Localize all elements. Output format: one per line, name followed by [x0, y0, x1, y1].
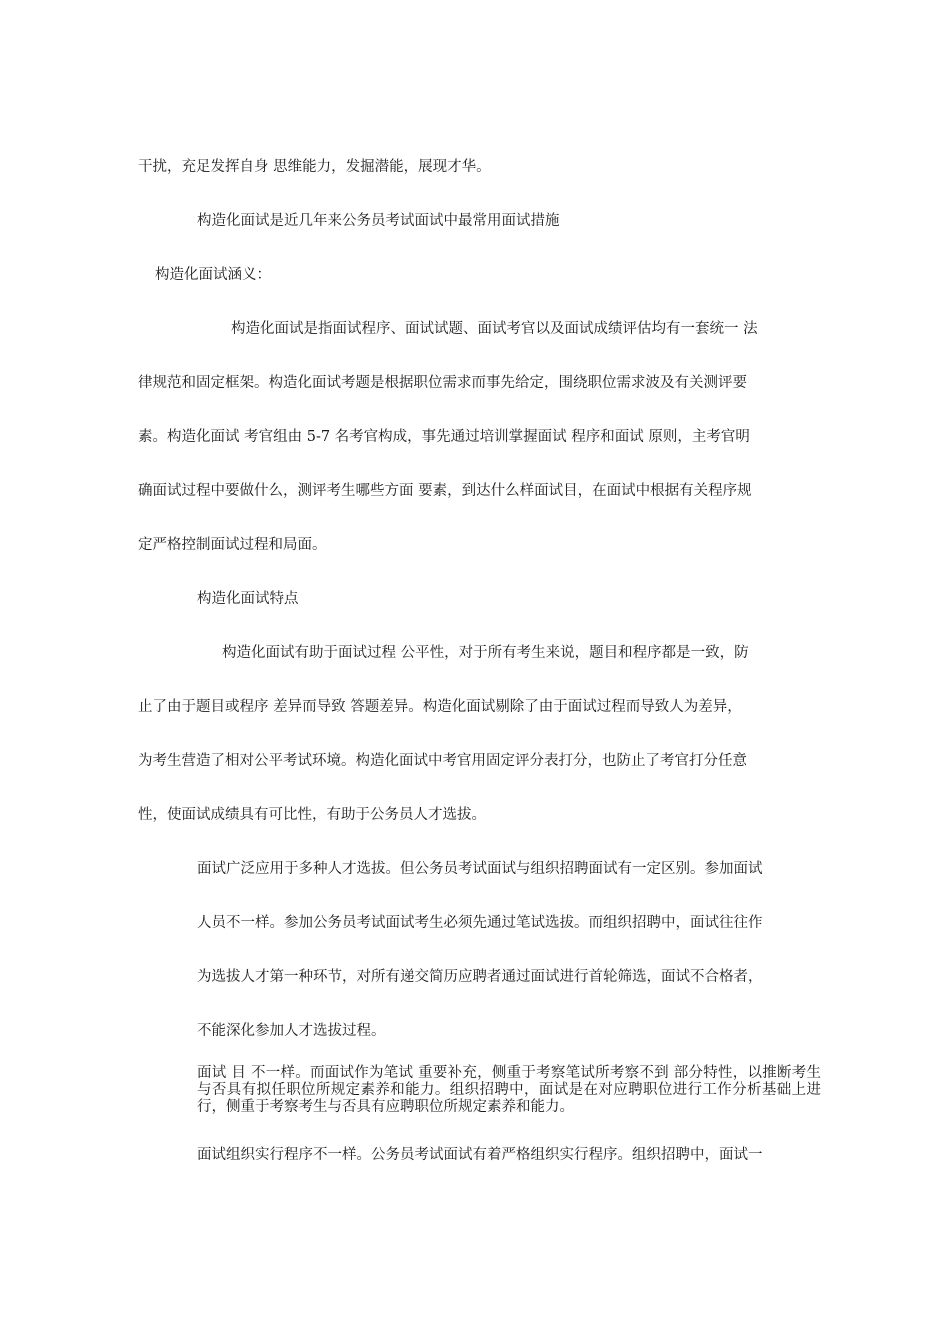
text-line: 不能深化参加人才选拔过程。 [197, 1023, 386, 1039]
text-line: 定严格控制面试过程和局面。 [138, 537, 327, 553]
text-line: 面试组织实行程序不一样。公务员考试面试有着严格组织实行程序。组织招聘中，面试一 [197, 1147, 763, 1163]
text-line: 确面试过程中要做什么，测评考生哪些方面 要素，到达什么样面试目，在面试中根据有关程序规 [138, 483, 752, 499]
text-line: 构造化面试有助于面试过程 公平性，对于所有考生来说，题目和程序都是一致，防 [222, 645, 749, 661]
section-heading: 构造化面试涵义： [155, 267, 271, 283]
section-heading: 构造化面试是近几年来公务员考试面试中最常用面试措施 [197, 213, 560, 229]
text-line: 止了由于题目或程序 差异而导致 答题差异。构造化面试剔除了由于面试过程而导致人为差异， [138, 699, 742, 715]
paragraph-goal: 面试 目 不一样。而面试作为笔试 重要补充，侧重于考察笔试所考察不到 部分特性，以推断考生与否具有拟任职位所规定素养和能力。组织招聘中，面试是在对应聘职位进行工作分析基础上进行，侧重于考察考生与否具有应聘职位所规定素养和能力。 [197, 1065, 821, 1115]
section-heading: 构造化面试特点 [197, 591, 299, 607]
text-line: 为考生营造了相对公平考试环境。构造化面试中考官用固定评分表打分，也防止了考官打分任意 [138, 753, 747, 769]
text-line: 面试广泛应用于多种人才选拔。但公务员考试面试与组织招聘面试有一定区别。参加面试 [197, 861, 763, 877]
text-line: 干扰，充足发挥自身 思维能力，发掘潜能，展现才华。 [138, 159, 491, 175]
text-line: 为选拔人才第一种环节，对所有递交简历应聘者通过面试进行首轮筛选，面试不合格者， [197, 969, 763, 985]
text-line: 构造化面试是指面试程序、面试试题、面试考官以及面试成绩评估均有一套统一 法 [231, 321, 758, 337]
text-line: 性，使面试成绩具有可比性，有助于公务员人才选拔。 [138, 807, 486, 823]
text-line: 人员不一样。参加公务员考试面试考生必须先通过笔试选拔。而组织招聘中，面试往往作 [197, 915, 763, 931]
text-line: 素。构造化面试 考官组由 5-7 名考官构成，事先通过培训掌握面试 程序和面试 原则，主考官明 [138, 429, 750, 445]
text-line: 律规范和固定框架。构造化面试考题是根据职位需求而事先给定，围绕职位需求波及有关测评要 [138, 375, 747, 391]
